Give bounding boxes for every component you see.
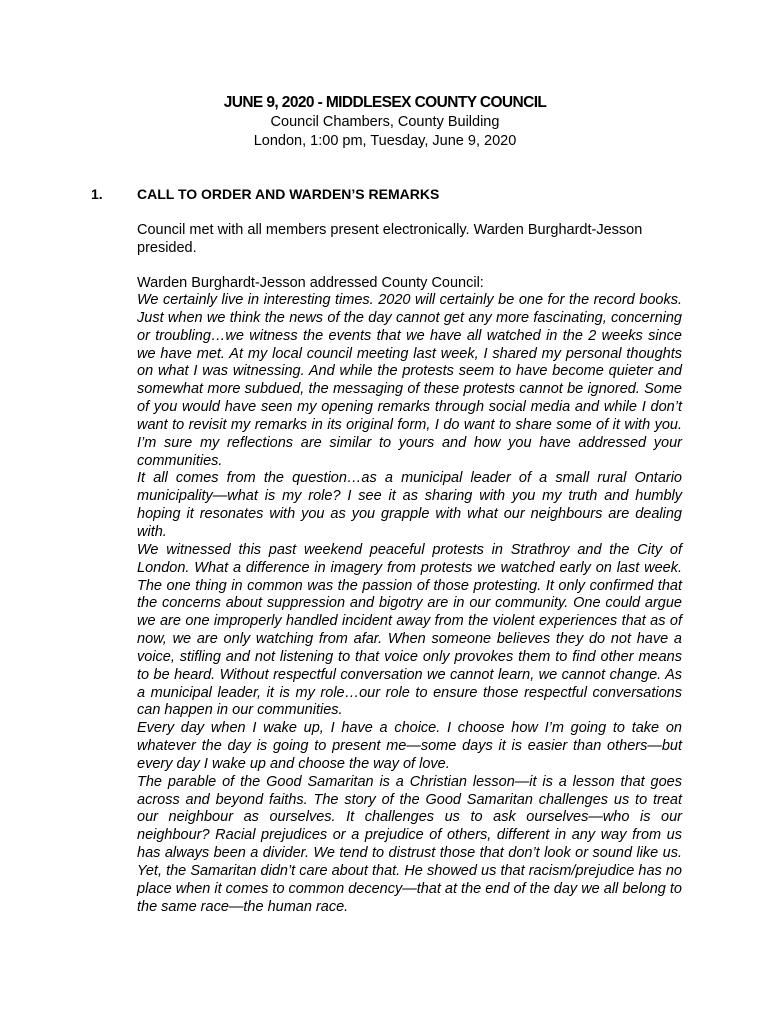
remarks-paragraph: It all comes from the question…as a municipal leader of a small rural Ontario municipality—what is my role? I see it as sharing with you my truth and humbly hoping it resonates with you as you grapple with what our neighbours are dealing with. [137,470,682,540]
page-title: JUNE 9, 2020 - MIDDLESEX COUNTY COUNCIL [223,94,547,111]
attendance-paragraph: Council met with all members present electronically. Warden Burghardt-Jesson presided. [137,222,643,256]
remarks-paragraph: The parable of the Good Samaritan is a Christian lesson—it is a lesson that goes across and beyond faiths. The story of the Good Samaritan challenges us to treat our neighbour as ourselves. It challenges us to ask ourselves—who is our neighbour? Racial prejudices or a prejudice of others, different in any way from us has always been a divider. We tend to distrust those that don’t look or sound like us. Yet, the Samaritan didn’t care about that. He showed us that racism/prejudice has no place when it comes to common decency—that at the end of the day we all belong to the same race—the human race. [137,773,682,915]
remarks-paragraph: We certainly live in interesting times. 2020 will certainly be one for the record books. Just when we think the news of the day cannot get any more fascinating, concerning or troubling…we witness the events that we have all watched in the 2 weeks since we have met. At my local council meeting last week, I shared my personal thoughts on what I was witnessing. And while the protests seem to have become quieter and somewhat more subdued, the messaging of these protests cannot be ignored. Some of you would have seen my opening remarks through social media and while I don’t want to revisit my remarks in its original form, I do want to share some of it with you. I’m sure my reflections are similar to yours and how you have addressed your communities. [137,292,682,469]
remarks-paragraph: Every day when I wake up, I have a choice. I choose how I’m going to take on whatever the day is going to present me—some days it is easier than others—but every day I wake up and choose the way of love. [137,720,682,772]
remarks-paragraph: We witnessed this past weekend peaceful protests in Strathroy and the City of London. What a difference in imagery from protests we watched early on last week. The one thing in common was the passion of those protesting. It only confirmed that the concerns about suppression and bigotry are in our community. One could argue we are one improperly handled incident away from the violent experiences that as of now, we are only watching from afar. When someone believes they do not have a voice, stifling and not listening to that voice only provokes them to find other means to be heard. Without respectful conversation we cannot learn, we cannot change. As a municipal leader, it is my role…our role to ensure those respectful conversations can happen in our communities. [137,541,682,719]
section-heading: CALL TO ORDER AND WARDEN’S REMARKS [137,186,440,202]
meeting-datetime: London, 1:00 pm, Tuesday, June 9, 2020 [253,133,517,149]
section-number: 1. [91,186,103,202]
meeting-location: Council Chambers, County Building [270,114,500,130]
warden-remarks [137,292,682,917]
remarks-intro: Warden Burghardt-Jesson addressed County Council: [137,275,484,291]
